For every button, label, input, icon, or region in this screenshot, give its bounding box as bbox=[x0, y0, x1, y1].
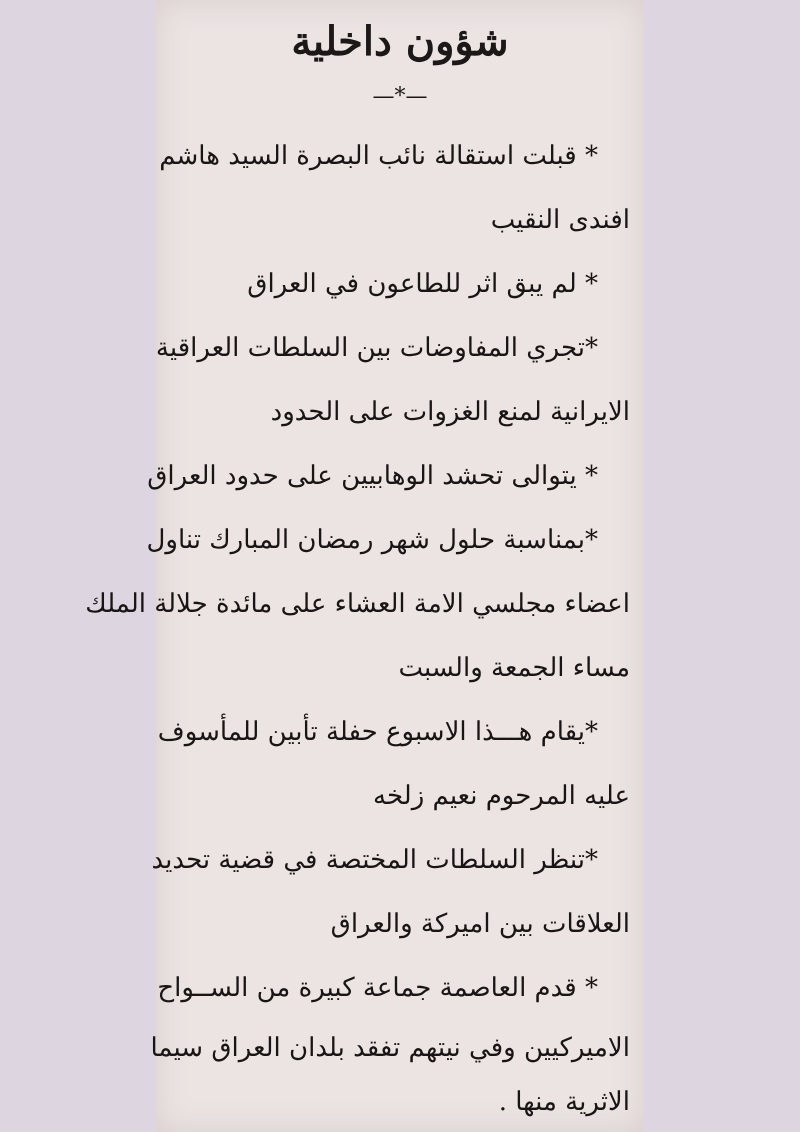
news-item-line: *تجري المفاوضات بين السلطات العراقية bbox=[155, 333, 598, 363]
news-item-line: الايرانية لمنع الغزوات على الحدود bbox=[270, 397, 630, 427]
newspaper-clipping bbox=[85, 0, 644, 1132]
news-item-line: *يقام هـــذا الاسبوع حفلة تأبين للمأسوف bbox=[157, 717, 598, 747]
title-separator: —*— bbox=[372, 84, 428, 109]
news-item-line: *تنظر السلطات المختصة في قضية تحديد bbox=[151, 845, 598, 875]
news-item-line: مساء الجمعة والسبت bbox=[398, 653, 630, 683]
column-title: شؤون داخلية bbox=[291, 18, 509, 65]
news-item-line: عليه المرحوم نعيم زلخه bbox=[373, 781, 630, 811]
news-item-line: الاميركيين وفي نيتهم تفقد بلدان العراق سيما bbox=[150, 1033, 630, 1063]
news-item-line: *بمناسبة حلول شهر رمضان المبارك تناول bbox=[146, 525, 598, 555]
news-item-line: * يتوالى تحشد الوهابيين على حدود العراق bbox=[147, 461, 598, 491]
news-item-line: اعضاء مجلسي الامة العشاء على مائدة جلالة الملك bbox=[85, 589, 630, 619]
news-item-line: افندى النقيب bbox=[490, 205, 630, 235]
news-item-line: * قبلت استقالة نائب البصرة السيد هاشم bbox=[159, 141, 598, 171]
news-item-line: الاثرية منها . bbox=[498, 1087, 630, 1117]
news-item-line: * لم يبق اثر للطاعون في العراق bbox=[247, 269, 598, 299]
news-item-line: * قدم العاصمة جماعة كبيرة من الســواح bbox=[157, 973, 598, 1003]
news-item-line: العلاقات بين اميركة والعراق bbox=[330, 909, 630, 939]
